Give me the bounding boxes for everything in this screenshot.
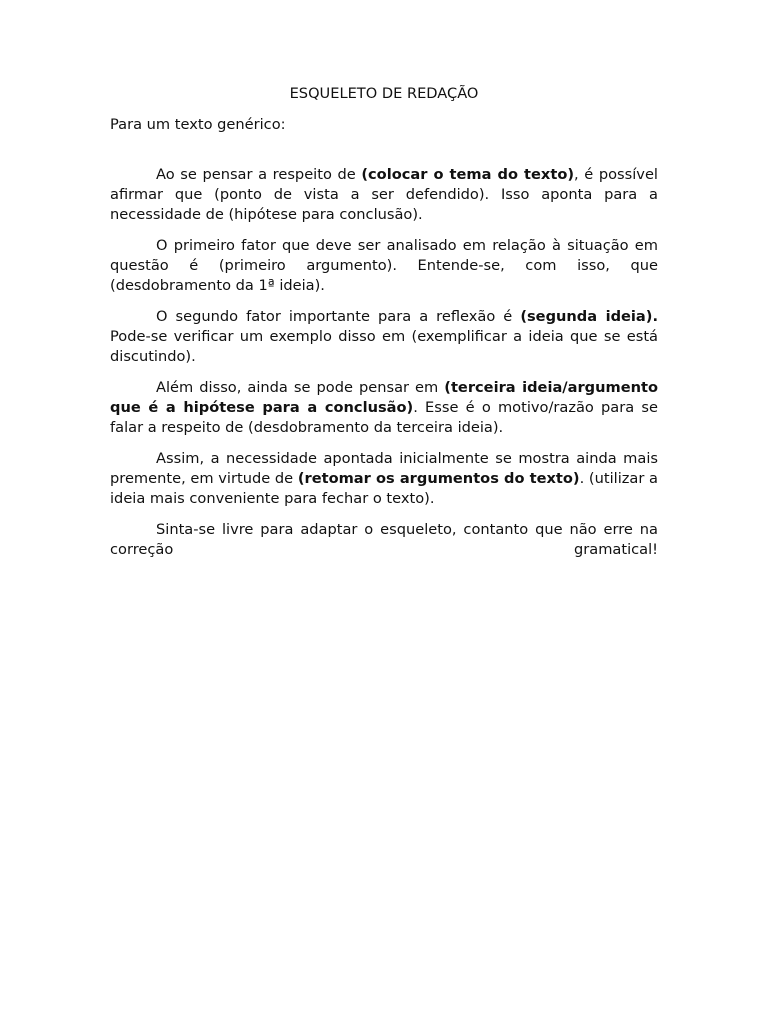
paragraph-4-bold: (terceira ideia/argumento que é a hipótese para a conclusão) (110, 379, 658, 416)
paragraph-3-bold: (segunda ideia). (520, 308, 658, 325)
paragraph-6-text-a: Sinta-se livre para adaptar o esqueleto, contanto que não erre na correção gramatical! (110, 521, 658, 558)
paragraph-1 (110, 165, 658, 225)
paragraph-4-text-a: Além disso, ainda se pode pensar em (156, 379, 445, 396)
paragraph-4 (110, 378, 658, 438)
paragraph-2-text-a: O primeiro fator que deve ser analisado em relação à situação em questão é (primeiro argumento). Entende-se, com isso, que (desdobramento da 1ª ideia). (110, 237, 658, 294)
paragraph-5-bold: (retomar os argumentos do texto) (297, 470, 580, 487)
paragraph-1-bold: (colocar o tema do texto) (361, 166, 575, 183)
intro-line: Para um texto genérico: (110, 116, 286, 133)
paragraph-3 (110, 307, 658, 367)
document-title: ESQUELETO DE REDAÇÃO (289, 85, 479, 102)
paragraph-5-text-a: Assim, a necessidade apontada inicialmente se mostra ainda mais premente, em virtude de (110, 450, 658, 487)
paragraph-4-text-b: . Esse é o motivo/razão para se falar a respeito de (desdobramento da terceira ideia). (110, 399, 658, 436)
paragraph-5-text-b: . (utilizar a ideia mais conveniente para fechar o texto). (110, 470, 658, 507)
paragraph-2 (110, 236, 658, 296)
paragraph-1-text-b: , é possível afirmar que (ponto de vista a ser defendido). Isso aponta para a necessidade de (hipótese para conclusão). (110, 166, 658, 223)
paragraph-3-text-a: O segundo fator importante para a reflexão é (156, 308, 521, 325)
paragraph-1-text-a: Ao se pensar a respeito de (156, 166, 362, 183)
paragraph-5 (110, 449, 658, 509)
paragraph-6 (110, 520, 658, 560)
document-page (110, 84, 658, 571)
paragraph-3-text-b: Pode-se verificar um exemplo disso em (exemplificar a ideia que se está discutindo). (110, 328, 658, 365)
